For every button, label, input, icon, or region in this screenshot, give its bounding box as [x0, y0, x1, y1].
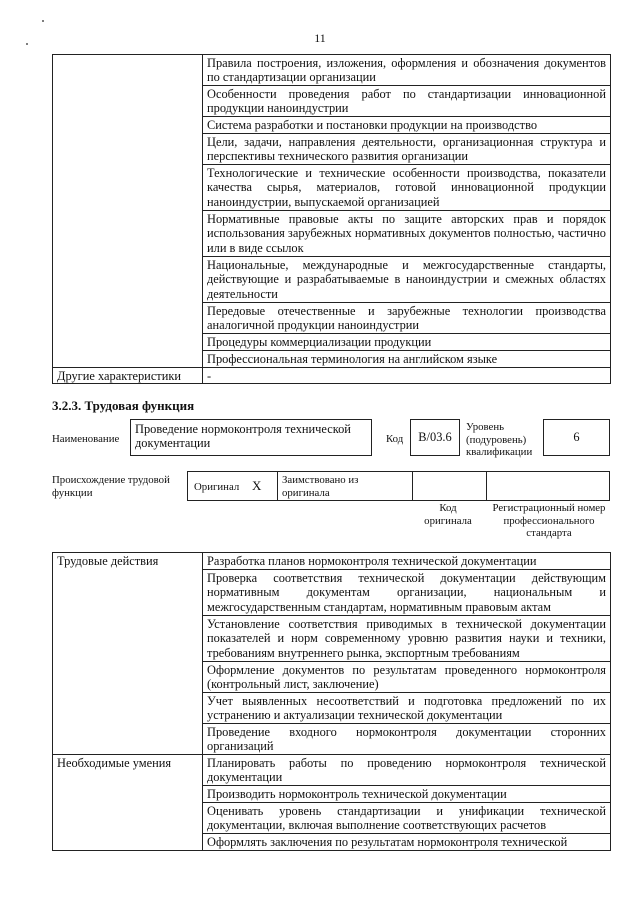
function-name-box: [130, 419, 372, 456]
table-row: [53, 755, 611, 786]
level-value: 6: [573, 430, 580, 444]
skill-item: Планировать работы по проведению нормоконтроля технической документации: [203, 755, 611, 786]
skill-item: Оформлять заключения по результатам нормоконтроля технической: [203, 834, 611, 851]
table-row: [53, 55, 611, 86]
level-label: Уровень (подуровень) квалификации: [466, 421, 533, 458]
skill-item: Производить нормоконтроль технической документации: [203, 786, 611, 803]
action-item: Проведение входного нормоконтроля документации сторонних организаций: [203, 724, 611, 755]
action-item: Проверка соответствия технической документации действующим нормативным документам организации, национальным и межгосударственным стандартам, нормативным правовым актам: [203, 570, 611, 616]
function-name-value: Проведение нормоконтроля технической документации: [135, 422, 351, 451]
knowledge-item: Нормативные правовые акты по защите авторских прав и порядок использования зарубежных нормативных документов полностью, частично или в виде ссылок: [203, 211, 611, 257]
origin-label: Происхождение трудовой функции: [52, 474, 170, 499]
borrowed-label: Заимствовано из оригинала: [282, 474, 359, 499]
knowledge-item: Система разработки и постановки продукции на производство: [203, 117, 611, 134]
knowledge-item: Технологические и технические особенности производства, показатели качества сырья, материалов, готовой инновационной продукции наноиндустрии, выпускаемой организацией: [203, 165, 611, 211]
scan-speck: [26, 43, 28, 45]
knowledge-item: Процедуры коммерциализации продукции: [203, 334, 611, 351]
row-label-empty: [53, 55, 203, 368]
knowledge-table: [52, 54, 611, 384]
knowledge-item: Национальные, международные и межгосударственные стандарты, действующие и разрабатываемые в наноиндустрии и смежных областях деятельности: [203, 257, 611, 303]
actions-label: Трудовые действия: [53, 553, 203, 755]
name-label: Наименование: [52, 433, 120, 445]
other-characteristics-value: -: [203, 368, 611, 384]
knowledge-item: Цели, задачи, направления деятельности, организационная структура и перспективы технического развития организации: [203, 134, 611, 165]
section-heading: 3.2.3. Трудовая функция: [52, 398, 195, 413]
level-box: [543, 419, 610, 456]
code-box: [410, 419, 460, 456]
reg-number-label: Регистрационный номер профессионального стандарта: [492, 502, 606, 539]
other-characteristics-label: Другие характеристики: [53, 368, 203, 384]
original-mark: X: [252, 478, 262, 493]
action-item: Установление соответствия приводимых в технической документации показателей и норм современному уровню развития науки и техники, требованиям внутреннего рынка, экспортным требованиям: [203, 616, 611, 662]
original-label: Оригинал: [194, 481, 240, 493]
scan-speck: [42, 20, 44, 22]
action-item: Учет выявленных несоответствий и подготовка предложений по их устранению и актуализации технической документации: [203, 693, 611, 724]
skill-item: Оценивать уровень стандартизации и унификации технической документации, включая выполнение соответствующих расчетов: [203, 803, 611, 834]
table-row: [53, 553, 611, 570]
knowledge-item: Профессиональная терминология на английском языке: [203, 351, 611, 368]
table-row: [53, 368, 611, 384]
action-item: Разработка планов нормоконтроля технической документации: [203, 553, 611, 570]
action-item: Оформление документов по результатам проведенного нормоконтроля (контрольный лист, заключение): [203, 662, 611, 693]
knowledge-item: Передовые отечественные и зарубежные технологии производства аналогичной продукции наноиндустрии: [203, 303, 611, 334]
knowledge-item: Правила построения, изложения, оформления и обозначения документов по стандартизации организации: [203, 55, 611, 86]
skills-label: Необходимые умения: [53, 755, 203, 851]
code-label: Код: [386, 433, 404, 445]
code-original-label: Код оригинала: [424, 502, 472, 527]
knowledge-item: Особенности проведения работ по стандартизации инновационной продукции наноиндустрии: [203, 86, 611, 117]
code-value: B/03.6: [418, 430, 452, 444]
actions-table: [52, 552, 611, 851]
origin-table: [187, 471, 610, 501]
page-number: 11: [314, 31, 326, 45]
